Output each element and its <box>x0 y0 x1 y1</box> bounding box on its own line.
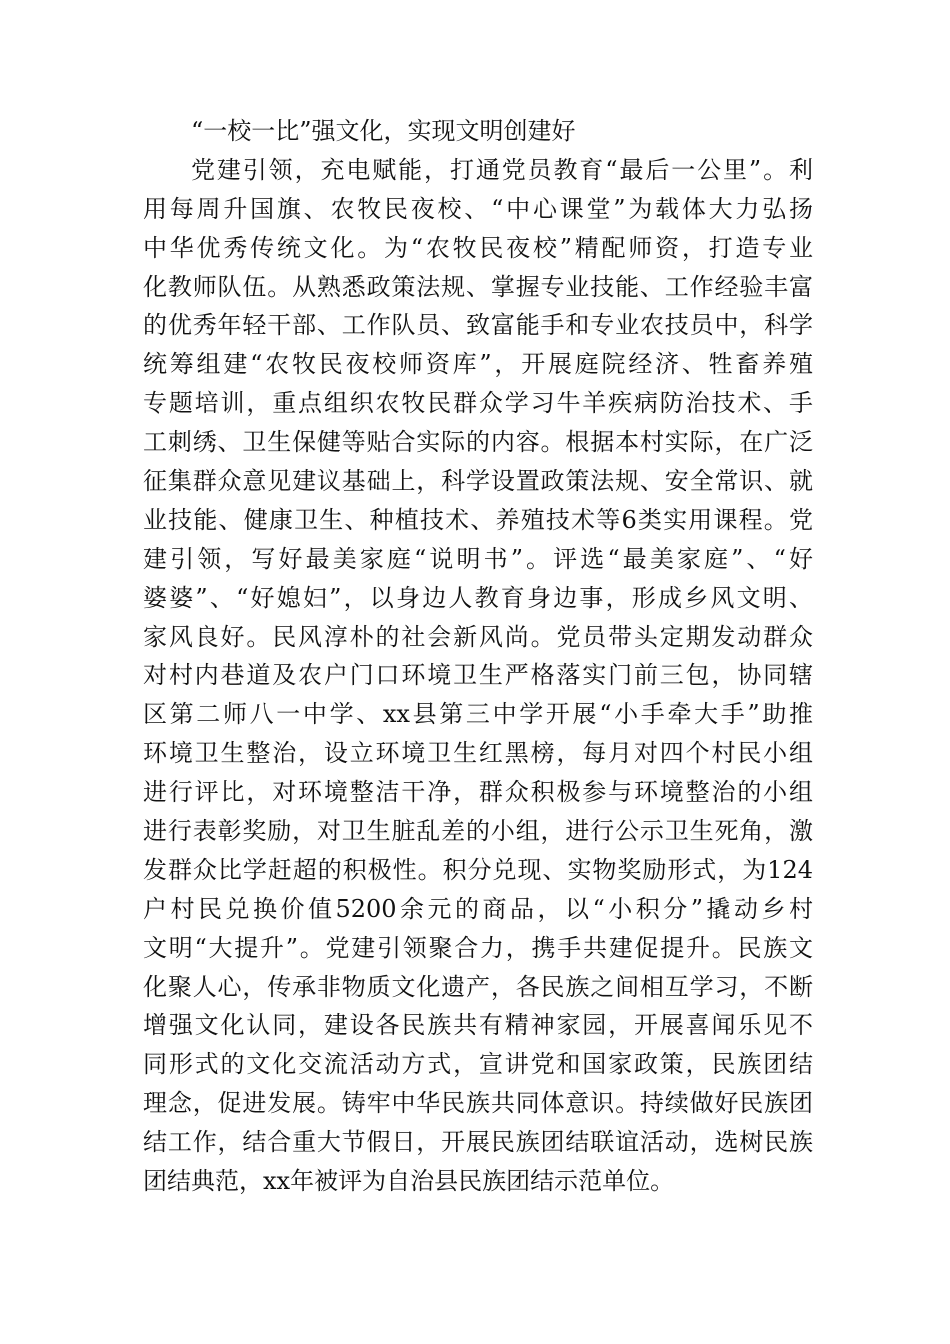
paragraph-line: 家风良好。民风淳朴的社会新风尚。党员带头定期发动群众 <box>143 622 813 651</box>
paragraph-line: 进行表彰奖励，对卫生脏乱差的小组，进行公示卫生死角，激 <box>143 817 813 846</box>
paragraph-line: 党建引领，充电赋能，打通党员教育“最后一公里”。利 <box>191 155 813 184</box>
paragraph-line: 征集群众意见建议基础上，科学设置政策法规、安全常识、就 <box>143 467 813 496</box>
paragraph-line: 建引领，写好最美家庭“说明书”。评选“最美家庭”、“好 <box>143 544 813 573</box>
paragraph-line: 业技能、健康卫生、种植技术、养殖技术等6类实用课程。党 <box>143 505 813 534</box>
paragraph-line: 对村内巷道及农户门口环境卫生严格落实门前三包，协同辖 <box>143 661 813 690</box>
paragraph-line: 进行评比，对环境整洁干净，群众积极参与环境整治的小组 <box>143 778 813 807</box>
section-heading: “一校一比”强文化，实现文明创建好 <box>191 117 576 145</box>
paragraph-line: 同形式的文化交流活动方式，宣讲党和国家政策，民族团结 <box>143 1050 813 1079</box>
paragraph-line: 的优秀年轻干部、工作队员、致富能手和专业农技员中，科学 <box>143 311 813 340</box>
paragraph-line: 户村民兑换价值5200余元的商品，以“小积分”撬动乡村 <box>143 894 813 923</box>
paragraph-line: 中华优秀传统文化。为“农牧民夜校”精配师资，打造专业 <box>143 233 813 262</box>
document-body <box>143 112 813 1201</box>
paragraph-line: 区第二师八一中学、xx县第三中学开展“小手牵大手”助推 <box>143 700 813 729</box>
paragraph-line: 婆婆”、“好媳妇”，以身边人教育身边事，形成乡风文明、 <box>143 583 813 612</box>
paragraph-line: 团结典范，xx年被评为自治县民族团结示范单位。 <box>143 1167 675 1196</box>
paragraph-line: 化教师队伍。从熟悉政策法规、掌握专业技能、工作经验丰富 <box>143 272 813 301</box>
paragraph-line: 化聚人心，传承非物质文化遗产，各民族之间相互学习，不断 <box>143 972 813 1001</box>
paragraph-line: 用每周升国旗、农牧民夜校、“中心课堂”为载体大力弘扬 <box>143 194 813 223</box>
paragraph-line: 理念，促进发展。铸牢中华民族共同体意识。持续做好民族团 <box>143 1089 813 1118</box>
paragraph-line: 统筹组建“农牧民夜校师资库”，开展庭院经济、牲畜养殖 <box>143 350 813 379</box>
paragraph-line: 环境卫生整治，设立环境卫生红黑榜，每月对四个村民小组 <box>143 739 813 768</box>
paragraph-line: 结工作，结合重大节假日，开展民族团结联谊活动，选树民族 <box>143 1128 813 1157</box>
paragraph-line: 专题培训，重点组织农牧民群众学习牛羊疾病防治技术、手 <box>143 389 813 418</box>
paragraph-line: 增强文化认同，建设各民族共有精神家园，开展喜闻乐见不 <box>143 1011 813 1040</box>
paragraph-line: 发群众比学赶超的积极性。积分兑现、实物奖励形式，为124 <box>143 855 813 884</box>
paragraph-line: 文明“大提升”。党建引领聚合力，携手共建促提升。民族文 <box>143 933 813 962</box>
paragraph-line: 工刺绣、卫生保健等贴合实际的内容。根据本村实际，在广泛 <box>143 428 813 457</box>
